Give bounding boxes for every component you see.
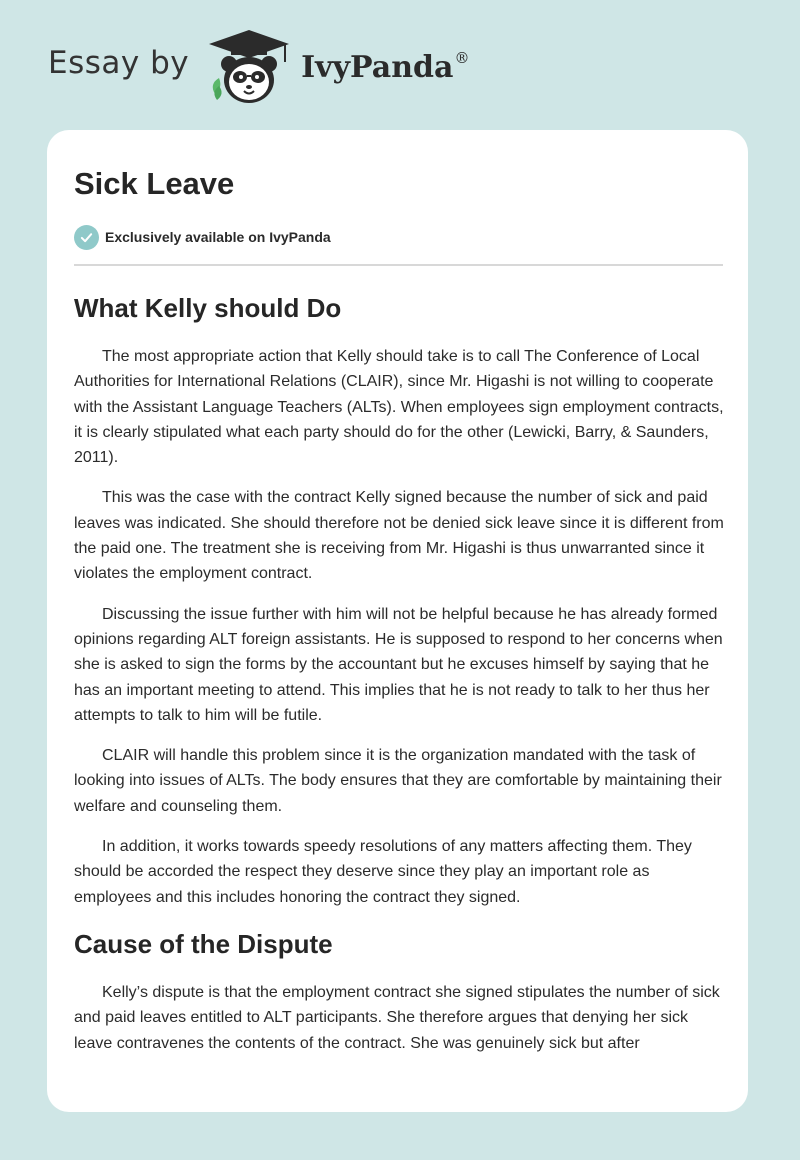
article-card bbox=[47, 130, 748, 1112]
brand-name bbox=[301, 49, 469, 85]
paragraph: CLAIR will handle this problem since it is the organization mandated with the task of looking into issues of ALTs. The body ensures that they are comfortable by maintaining their welfare and counseling them. bbox=[74, 747, 722, 815]
paragraph: Kelly’s dispute is that the employment contract she signed stipulates the number of sick and paid leaves entitled to ALT participants. She therefore argues that denying her sick leave contravenes the contents of the contract. She was genuinely sick but after bbox=[74, 983, 720, 1052]
badge-text: Exclusively available on IvyPanda bbox=[105, 229, 331, 245]
section-heading: Cause of the Dispute bbox=[74, 928, 333, 959]
registered-mark: ® bbox=[454, 49, 470, 67]
brand-name-text: IvyPanda bbox=[301, 50, 454, 85]
exclusive-badge bbox=[74, 224, 722, 250]
check-circle-icon bbox=[74, 225, 99, 250]
paragraph: Discussing the issue further with him will not be helpful because he has already formed opinions regarding ALT foreign assistants. He is supposed to respond to her concerns when she is asked to sign the forms by the accountant but he excuses himself by saying that he has an important meeting to attend. This implies that he is not ready to talk to her thus her attempts to talk to him will be futile. bbox=[74, 605, 723, 724]
paragraph: In addition, it works towards speedy resolutions of any matters affecting them. They should be accorded the respect they deserve since they play an important role as employees and this includes honoring the contract they signed. bbox=[74, 838, 692, 906]
brand-prefix: Essay by bbox=[48, 45, 190, 81]
paragraph: The most appropriate action that Kelly should take is to call The Conference of Local Authorities for International Relations (CLAIR), since Mr. Higashi is not willing to cooperate with the Assistant Language Teachers (ALTs). When employees sign employment contracts, it is clearly stipulated what each party should do for the other (Lewicki, Barry, & Saunders, 2011). bbox=[74, 348, 724, 467]
brand-header[interactable] bbox=[48, 28, 469, 108]
article-title: Sick Leave bbox=[74, 166, 235, 201]
section-heading: What Kelly should Do bbox=[74, 293, 342, 323]
panda-graduate-icon bbox=[205, 28, 293, 108]
paragraph: This was the case with the contract Kelly signed because the number of sick and paid leaves was indicated. She should therefore not be denied sick leave since it is different from the paid one. The treatment she is receiving from Mr. Higashi is thus unwarranted since it violates the employment contract. bbox=[74, 489, 724, 583]
title-divider bbox=[74, 264, 723, 266]
